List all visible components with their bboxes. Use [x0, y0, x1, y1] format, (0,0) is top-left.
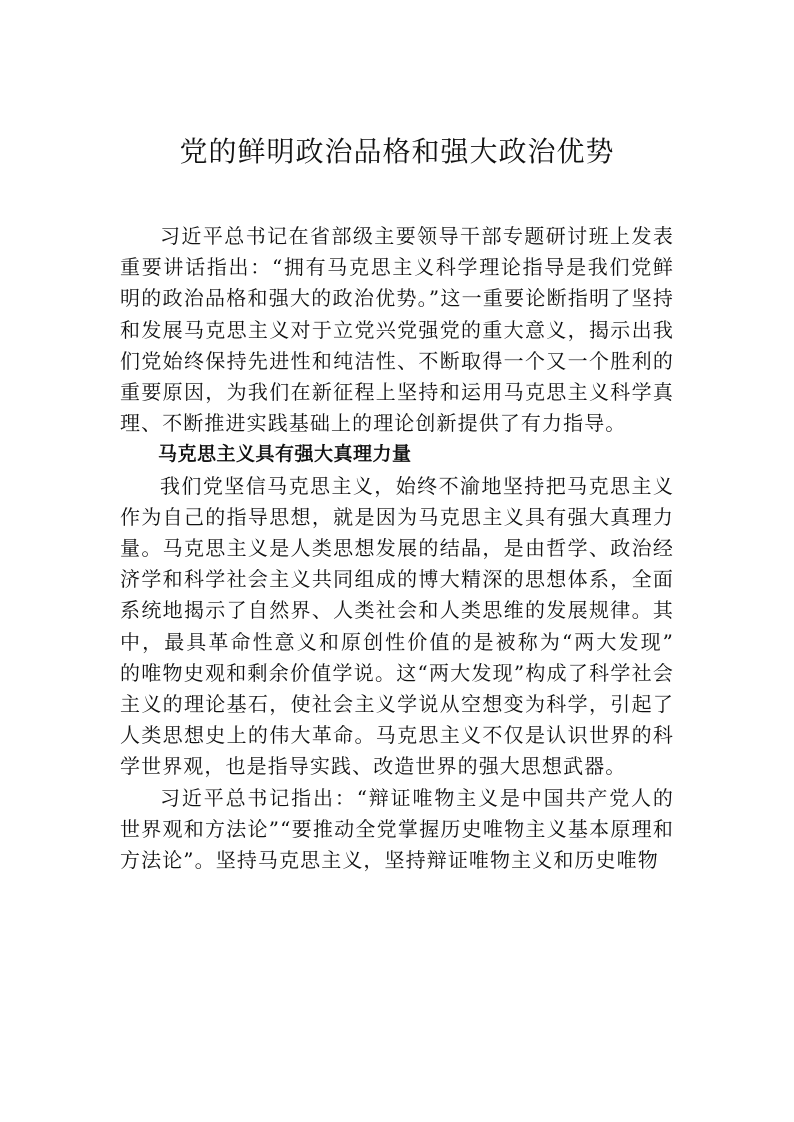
section-heading: 马克思主义具有强大真理力量: [158, 443, 412, 466]
section-paragraph-2: 习近平总书记指出：“辩证唯物主义是中国共产党人的世界观和方法论”“要推动全党掌握历史唯物主义基本原理和方法论”。坚持马克思主义，坚持辩证唯物主义和历史唯物: [120, 785, 674, 873]
document-body: [120, 221, 674, 876]
intro-paragraph: 习近平总书记在省部级主要领导干部专题研讨班上发表重要讲话指出：“拥有马克思主义科学理论指导是我们党鲜明的政治品格和强大的政治优势。”这一重要论断指明了坚持和发展马克思主义对于立党兴党强党的重大意义，揭示出我们党始终保持先进性和纯洁性、不断取得一个又一个胜利的重要原因，为我们在新征程上坚持和运用马克思主义科学真理、不断推进实践基础上的理论创新提供了有力指导。: [120, 224, 674, 436]
section-paragraph-1: 我们党坚信马克思主义，始终不渝地坚持把马克思主义作为自己的指导思想，就是因为马克思主义具有强大真理力量。马克思主义是人类思想发展的结晶，是由哲学、政治经济学和科学社会主义共同组成的博大精深的思想体系，全面系统地揭示了自然界、人类社会和人类思维的发展规律。其中，最具革命性意义和原创性价值的是被称为“两大发现” 的唯物史观和剩余价值学说。这“两大发现”构成了科学社会主义的理论基石，使社会主义学说从空想变为科学，引起了人类思想史上的伟大革命。马克思主义不仅是认识世界的科学世界观，也是指导实践、改造世界的强大思想武器。: [120, 473, 674, 779]
document-title: 党的鲜明政治品格和强大政治优势: [179, 135, 615, 168]
